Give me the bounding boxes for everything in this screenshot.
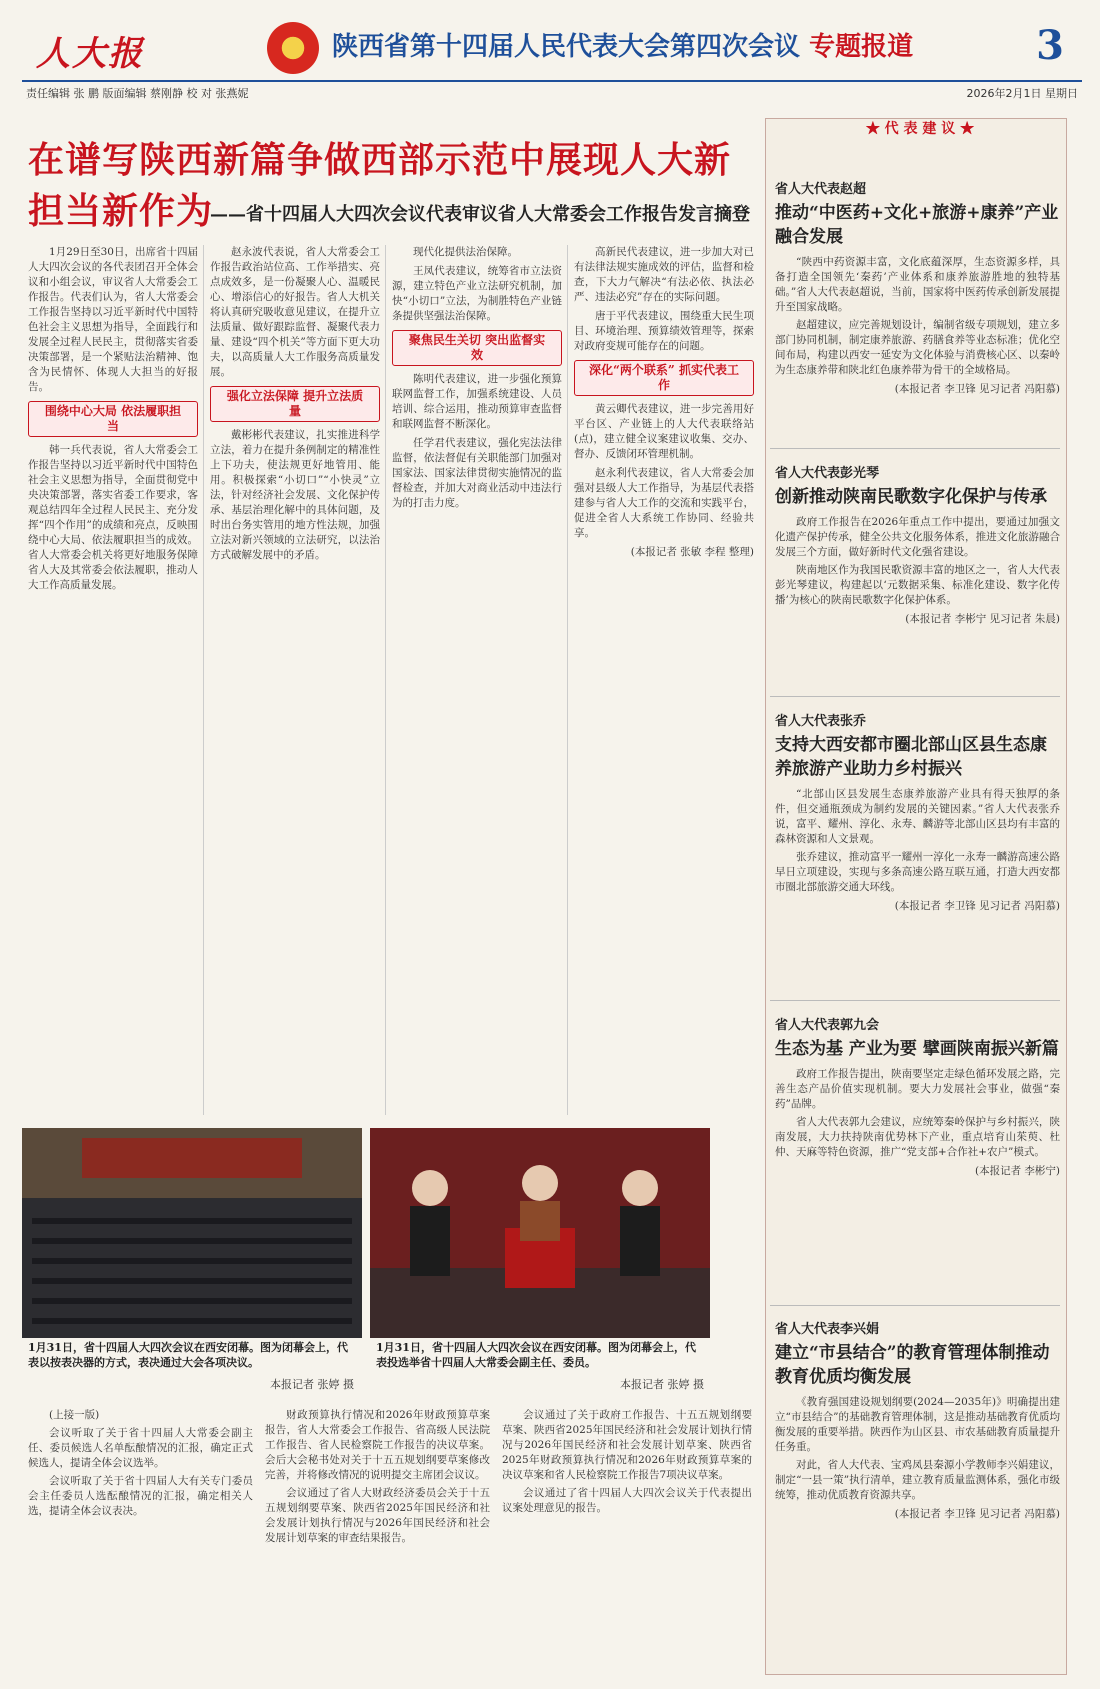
paragraph: 高新民代表建议，进一步加大对已有法律法规实施成效的评估，监督和检查，下大力气解决“有法必依、执法必严、违法必究”存在的实际问题。: [574, 246, 754, 303]
suggestion-body: “陕西中药资源丰富，文化底蕴深厚，生态资源多样，具备打造全国领先‘秦药’产业体系和康养旅游胜地的独特基础。”省人大代表赵超说，当前，国家将中医药传承创新发展提升至国家战略。 赵超建议，应完善规划设计，编制省级专项规划，建立多部门协同机制，制定康养旅游、药膳食养等业态标准；优化空间布局，构建以西安一延安为文化体验与消费核心区、以秦岭为生态康养带和陕北红色康养带为骨干的全域格局。: [775, 256, 1060, 376]
bottom-column-1: [28, 1408, 253, 1668]
session-title: 陕西省第十四届人民代表大会第四次会议 专题报道: [332, 32, 914, 62]
bottom-column-3: [502, 1408, 752, 1668]
paragraph: 财政预算执行情况和2026年财政预算草案报告，省人大常委会工作报告、省高级人民法院工作报告、省人民检察院工作报告的决议草案。会后大会秘书处对关于十五五规划纲要草案修改完善，并将修改情况的说明提交主席团会议议。: [265, 1409, 490, 1481]
photo-credit: 本报记者 张婷 摄: [620, 1378, 704, 1391]
section-heading: 深化“两个联系” 抓实代表工作: [574, 360, 754, 396]
suggestion-credit: (本报记者 李彬宁): [974, 1165, 1060, 1177]
paragraph: 会议听取了关于省十四届人大常委会副主任、委员候选人名单酝酿情况的汇报，确定正式候选人，提请全体会议选举。: [28, 1427, 253, 1469]
paragraph: 赵永利代表建议，省人大常委会加强对县级人大工作指导，为基层代表搭建参与省人大工作的交流和实践平台，促进全省人大系统工作协同、经验共享。: [574, 467, 754, 539]
representative-name: 省人大代表李兴娟: [775, 1322, 880, 1337]
suggestion-body: “北部山区县发展生态康养旅游产业具有得天独厚的条件，但交通瓶颈成为制约发展的关键因素。”省人大代表张乔说，富平、耀州、淳化、永寿、麟游等北部山区县均有丰富的森林资源和人文景观。 张乔建议，推动富平一耀州一淳化一永寿一麟游高速公路早日立项建设，实现与多条高速公路互联互通，打造大西安都市圈北部旅游交通大环线。: [775, 788, 1060, 893]
article-column-2: [210, 245, 380, 1115]
sidebar-badge: ★ 代 表 建 议 ★: [865, 121, 975, 137]
suggestion-title: 生态为基 产业为要 擘画陕南振兴新篇: [775, 1039, 1059, 1059]
representative-name: 省人大代表赵超: [775, 182, 867, 197]
newspaper-logo: 人大报: [36, 34, 144, 74]
suggestion-body: 政府工作报告在2026年重点工作中提出，要通过加强文化遗产保护传承，健全公共文化服务体系，推进文化旅游融合发展三个方面，做好新时代文化强省建设。 陕南地区作为我国民歌资源丰富的地区之一，省人大代表彭光琴建议，构建起以‘元数据采集、标准化建设、数字化传播’为核心的陕南民歌数字化保护体系。: [775, 516, 1060, 606]
editor-credits: 责任编辑 张 鹏 版面编辑 蔡刚静 校 对 张燕妮: [26, 87, 249, 100]
page-number: 3: [1036, 22, 1064, 69]
photo-closing-session-hall: [22, 1128, 362, 1338]
section-heading: 围绕中心大局 依法履职担当: [28, 401, 198, 437]
suggestion-credit: (本报记者 李彬宁 见习记者 朱晨): [905, 613, 1060, 625]
representative-name: 省人大代表张乔: [775, 714, 867, 729]
paragraph: 1月29日至30日，出席省十四届人大四次会议的各代表团召开全体会议和小组会议，审议省人大常委会工作报告。代表们认为，省人大常委会工作报告坚持以习近平新时代中国特色社会主义思想为指导，全面践行和发展全过程人民民主，贯彻落实省委决策部署，是一个紧贴法治精神、饱含为民情怀、体现人大担当的好报告。: [28, 246, 198, 393]
photo-voting-ballot-box: [370, 1128, 710, 1338]
suggestion-entry: [775, 710, 1060, 913]
suggestion-entry: [775, 1318, 1060, 1521]
suggestion-credit: (本报记者 李卫锋 见习记者 冯阳慕): [894, 383, 1060, 395]
paragraph: (上接一版): [49, 1409, 100, 1421]
paragraph: 唐于平代表建议，围绕重大民生项目、环境治理、预算绩效管理等，探索对政府变规可能存在的问题。: [574, 310, 754, 352]
suggestion-title: 推动“中医药+文化+旅游+康养”产业融合发展: [775, 203, 1059, 247]
suggestion-body: 《教育强国建设规划纲要(2024—2035年)》明确提出建立“市县结合”的基础教育管理体制，这是推动基础教育优质均衡发展的重要举措。陕西作为山区县、市农基础教育质量提升任务重。 对此，省人大代表、宝鸡凤县秦源小学教师李兴娟建议，制定“一县一策”执行清单，建立教育质量监测体系，强化市级统筹，推动优质教育资源共享。: [775, 1396, 1060, 1501]
suggestion-entry: [775, 462, 1060, 626]
paragraph: 会议通过了省十四届人大四次会议关于代表提出议案处理意见的报告。: [502, 1487, 752, 1514]
paragraph: 王凤代表建议，统筹省市立法资源，建立特色产业立法研究机制，加快“小切口”立法，为制胜特色产业链条提供坚强法治保障。: [392, 265, 562, 322]
suggestion-credit: (本报记者 李卫锋 见习记者 冯阳慕): [894, 1508, 1060, 1520]
paragraph: 赵永波代表说，省人大常委会工作报告政治站位高、工作举措实、亮点成效多，是一份凝聚人心、温暖民心、增添信心的好报告。省人大机关将认真研究吸收意见建议，在提升立法质量、做好跟踪监督、凝聚代表力量、建设“四个机关”等方面下更大功夫，以高质量人大工作服务高质量发展。: [210, 246, 380, 378]
photo-caption: 1月31日，省十四届人大四次会议在西安闭幕。图为闭幕会上，代表投选举省十四届人大常委会副主任、委员。: [376, 1341, 696, 1369]
suggestion-entry: [775, 178, 1060, 396]
subheadline: ——省十四届人大四次会议代表审议省人大常委会工作报告发言摘登: [210, 204, 750, 225]
photo-caption: 1月31日，省十四届人大四次会议在西安闭幕。图为闭幕会上，代表以按表决器的方式，表决通过大会各项决议。: [28, 1341, 348, 1369]
paragraph: 陈明代表建议，进一步强化预算联网监督工作，加强系统建设、人员培训、综合运用，推动预算审查监督和联网监督不断深化。: [392, 373, 562, 430]
article-column-4: [574, 245, 754, 1115]
headline: 在谱写陕西新篇争做西部示范中展现人大新担当新作为: [28, 139, 732, 232]
masthead: [22, 20, 1082, 74]
paragraph: 任学君代表建议，强化宪法法律监督，依法督促有关职能部门加强对国家法、国家法律贯彻实施情况的监督检查，并加大对商业活动中违法行为的打击力度。: [392, 437, 562, 509]
paragraph: 会议听取了关于省十四届人大有关专门委员会主任委员人选酝酿情况的汇报，确定相关人选，提请全体会议表决。: [28, 1475, 253, 1517]
section-heading: 聚焦民生关切 突出监督实效: [392, 330, 562, 366]
paragraph: 戴彬彬代表建议，扎实推进科学立法，着力在提升条例制定的精准性上下功夫，使法规更好地管用、能用。积极探索“小切口”“小快灵”立法，针对经济社会发展、文化保护传承、基层治理化解中的具体问题，及时出台务实管用的地方性法规，加强立法对新兴领域的立法研究，以法治方式破解发展中的矛盾。: [210, 429, 380, 561]
paragraph: 现代化提供法治保障。: [413, 246, 518, 258]
representative-name: 省人大代表郭九会: [775, 1018, 880, 1033]
paragraph: 会议通过了关于政府工作报告、十五五规划纲要草案、陕西省2025年国民经济和社会发展计划执行情况与2026年国民经济和社会发展计划草案、陕西省2025年财政预算执行情况和2026年财政预算草案的决议草案和省人民检察院工作报告7项决议草案。: [502, 1409, 752, 1481]
issue-date: 2026年2月1日 星期日: [966, 87, 1078, 100]
paragraph: 会议通过了省人大财政经济委员会关于十五五规划纲要草案、陕西省2025年国民经济和社会发展计划执行情况与2026年国民经济和社会发展计划草案的审查结果报告。: [265, 1487, 490, 1544]
suggestion-title: 支持大西安都市圈北部山区县生态康养旅游产业助力乡村振兴: [775, 735, 1047, 779]
bottom-column-2: [265, 1408, 490, 1668]
suggestion-entry: [775, 1014, 1060, 1178]
section-heading: 强化立法保障 提升立法质量: [210, 386, 380, 422]
representative-name: 省人大代表彭光琴: [775, 466, 880, 481]
article-credit: (本报记者 张敏 李程 整理): [630, 546, 754, 558]
suggestion-title: 建立“市县结合”的教育管理体制推动教育优质均衡发展: [775, 1343, 1050, 1387]
article-column-3: [392, 245, 562, 1115]
article-column-1: [28, 245, 198, 1115]
suggestion-credit: (本报记者 李卫锋 见习记者 冯阳慕): [894, 900, 1060, 912]
paragraph: 黄云卿代表建议，进一步完善用好平台区、产业链上的人大代表联络站(点)，建立健全议案建议收集、交办、督办、反馈闭环管理机制。: [574, 403, 754, 460]
info-bar: [22, 80, 1082, 100]
suggestion-body: 政府工作报告提出，陕南要坚定走绿色循环发展之路，完善生态产品价值实现机制。要大力发展社会事业，做强“秦药”品牌。 省人大代表郭九会建议，应统筹秦岭保护与乡村振兴，陕南发展，大力扶持陕南优势林下产业，重点培育山茱萸、杜仲、天麻等特色资源，推广“党支部+合作社+农户”模式。: [775, 1068, 1060, 1158]
photo-credit: 本报记者 张婷 摄: [270, 1378, 354, 1391]
paragraph: 韩一兵代表说，省人大常委会工作报告坚持以习近平新时代中国特色社会主义思想为指导，全面贯彻党中央决策部署，落实省委工作要求，客观总结四年全过程人民民主、充分发挥“四个作用”的成绩和亮点，反映围绕中心大局、依法履职担当的成效。省人大常委会机关将更好地服务保障省人大及其常委会依法履职，推动人大工作高质量发展。: [28, 444, 198, 591]
national-emblem-icon: [267, 22, 319, 74]
suggestion-title: 创新推动陕南民歌数字化保护与传承: [775, 487, 1047, 507]
